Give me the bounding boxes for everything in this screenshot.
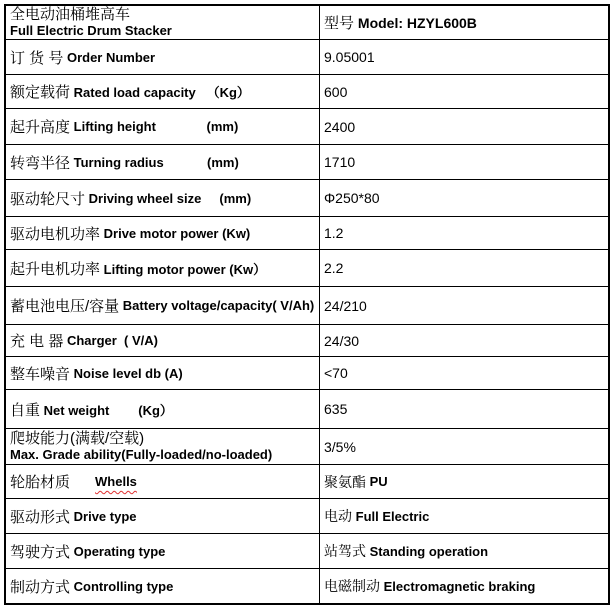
spec-label-en: Driving wheel size (mm) <box>85 190 252 206</box>
spec-value-cell <box>320 465 608 498</box>
spec-label-en: Drive motor power (Kw) <box>100 225 251 241</box>
table-row <box>6 325 608 357</box>
spec-value-zh: 电磁制动 <box>324 578 380 594</box>
spec-label-cell <box>6 40 320 74</box>
spec-value-zh: 站驾式 <box>324 543 366 559</box>
model-label-zh: 型号 <box>324 15 355 32</box>
spec-value: 9.05001 <box>324 49 375 65</box>
spec-label-zh: 起升电机功率 <box>10 260 101 278</box>
spec-label-en: Lifting height (mm) <box>70 119 239 134</box>
table-row <box>6 75 608 109</box>
table-row <box>6 40 608 75</box>
table-row <box>6 287 608 325</box>
spec-label-cell <box>6 499 320 533</box>
spec-label-en-misspelled: Whells <box>95 474 137 489</box>
table-row <box>6 390 608 429</box>
spec-label-cell <box>6 75 320 108</box>
spec-value-cell <box>320 429 608 464</box>
spec-label-zh: 起升高度 <box>10 119 71 136</box>
product-title-zh: 全电动油桶堆高车 <box>10 6 131 23</box>
spec-value-cell <box>320 109 608 144</box>
spec-value-en: Full Electric <box>352 508 430 524</box>
spec-label-cell <box>6 217 320 249</box>
spec-table <box>4 4 610 605</box>
spec-label-zh: 订 货 号 <box>10 49 64 67</box>
spec-value-cell <box>320 180 608 216</box>
spec-value-en: PU <box>366 474 388 489</box>
spec-value: 635 <box>324 401 348 417</box>
spec-value-cell <box>320 40 608 74</box>
table-row <box>6 534 608 569</box>
spec-label-en: Charger ( V/A) <box>63 333 158 348</box>
spec-label-cell <box>6 534 320 568</box>
table-row <box>6 109 608 145</box>
product-title-en-misspelled: Stacker <box>124 22 172 38</box>
spec-label-cell <box>6 465 320 498</box>
spec-label-en: Rated load capacity （Kg） <box>70 85 250 100</box>
spec-label-zh: 充 电 器 <box>10 333 64 350</box>
spec-label-en: Drive type <box>70 508 137 524</box>
spec-label-zh: 驱动轮尺寸 <box>10 190 86 208</box>
spec-label-cell <box>6 145 320 179</box>
spec-label-zh: 制动方式 <box>10 578 71 596</box>
table-row <box>6 180 608 217</box>
spec-label-en: Controlling type <box>70 578 174 594</box>
spec-value-cell <box>320 217 608 249</box>
spec-value: 24/210 <box>324 297 367 314</box>
spec-label-zh: 额定载荷 <box>10 84 71 101</box>
product-title-en-line <box>10 23 172 39</box>
spec-value: 2.2 <box>324 260 344 276</box>
spec-label-en: Lifting motor power (Kw） <box>100 261 267 277</box>
table-row <box>6 145 608 180</box>
spec-value-cell <box>320 287 608 324</box>
spec-value-en: Electromagnetic braking <box>380 578 536 594</box>
spec-value: <70 <box>324 365 348 381</box>
spec-label-zh: 驱动形式 <box>10 508 71 526</box>
product-title-cell <box>6 6 320 39</box>
spec-label-zh-line <box>10 431 144 447</box>
table-row <box>6 250 608 287</box>
spec-value: 600 <box>324 83 348 100</box>
spec-label-cell <box>6 109 320 144</box>
spec-value: 24/30 <box>324 332 360 349</box>
spec-label-zh: 自重 <box>10 401 41 419</box>
spec-label-zh: 驱动电机功率 <box>10 225 101 243</box>
spec-label-zh: 驾驶方式 <box>10 543 71 561</box>
spec-value: 2400 <box>324 118 356 135</box>
spec-value: 3/5% <box>324 438 356 455</box>
spec-label-zh: 爬坡能力(满载/空载) <box>10 429 145 447</box>
spec-value-cell <box>320 325 608 356</box>
spec-label-en: Noise level db (A) <box>70 365 183 381</box>
table-row <box>6 465 608 499</box>
spec-label-en: Order Number <box>63 49 156 65</box>
spec-value: 1710 <box>324 154 356 170</box>
spec-value: 1.2 <box>324 225 344 241</box>
table-row <box>6 499 608 534</box>
spec-label-zh: 轮胎材质 <box>10 474 96 491</box>
spec-value-cell <box>320 569 608 603</box>
spec-label-en: Battery voltage/capacity( V/Ah) <box>119 298 315 313</box>
spec-value-cell <box>320 357 608 389</box>
spec-label-cell <box>6 569 320 603</box>
spec-value-cell <box>320 499 608 533</box>
spec-value-zh: 电动 <box>324 508 352 524</box>
table-row <box>6 429 608 465</box>
spec-label-zh: 转弯半径 <box>10 154 71 172</box>
spec-label-zh: 整车噪音 <box>10 365 71 383</box>
spec-label-en: Net weight (Kg） <box>40 402 173 418</box>
spec-value-en: Standing operation <box>366 543 489 559</box>
table-row-header <box>6 6 608 40</box>
spec-value-cell <box>320 390 608 428</box>
spec-value-zh: 聚氨酯 <box>324 473 366 490</box>
table-row <box>6 217 608 250</box>
spec-label-cell <box>6 250 320 286</box>
spec-value-cell <box>320 145 608 179</box>
spec-label-en: Operating type <box>70 543 166 559</box>
model-cell <box>320 6 608 39</box>
spec-label-cell <box>6 325 320 356</box>
product-title-zh-line <box>10 7 130 23</box>
spec-label-cell <box>6 357 320 389</box>
spec-label-en-line <box>10 447 272 463</box>
spec-label-en: Max. Grade ability(Fully-loaded/no-loaded) <box>10 446 273 462</box>
spec-label-en: Turning radius (mm) <box>70 154 239 170</box>
table-row <box>6 357 608 390</box>
spec-value-cell <box>320 75 608 108</box>
spec-value: Φ250*80 <box>324 190 380 206</box>
model-value: Model: HZYL600B <box>354 14 477 31</box>
table-row <box>6 569 608 603</box>
spec-label-cell <box>6 429 320 464</box>
product-title-en: Full Electric Drum <box>10 22 125 38</box>
spec-value-cell <box>320 250 608 286</box>
spec-label-cell <box>6 390 320 428</box>
spec-value-cell <box>320 534 608 568</box>
spec-label-cell <box>6 180 320 216</box>
spec-label-zh: 蓄电池电压/容量 <box>10 298 120 315</box>
spec-label-cell <box>6 287 320 324</box>
